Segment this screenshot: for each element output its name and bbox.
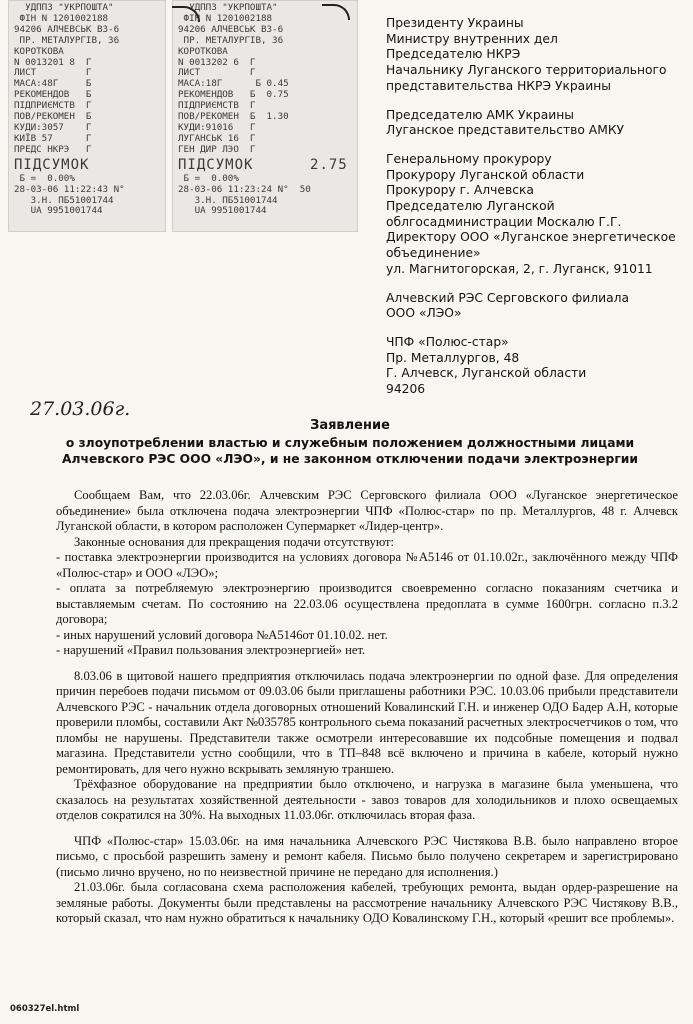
receipt-line: ЛУГАНСЬК 16 Г bbox=[178, 132, 256, 144]
receipt-line: ПОВ/РЕКОМЕН Б bbox=[14, 111, 92, 123]
receipt-line: УДППЗ "УКРПОШТА" bbox=[14, 2, 114, 13]
addressee-line: Алчевский РЭС Серговского филиала bbox=[386, 290, 630, 305]
addressee-group bbox=[386, 108, 686, 139]
list-item: - нарушений «Правил пользования электроэнергией» нет. bbox=[56, 643, 366, 657]
paragraph: Трёхфазное оборудование на предприятии было отключено, и нагрузка в магазине была уменьшена, что сказалось на результатах хозяйственной деятельности - завоз товаров для холодильников и плохо освещаемых отделов сократился на 30%. На выходных 11.03.06г. отключилась вторая фаза. bbox=[56, 777, 678, 822]
receipt-line: UA 9951001744 bbox=[14, 205, 103, 217]
receipt-line: ПРЕДС НКРЭ Г bbox=[14, 143, 92, 155]
receipt-total-label: ПІДСУМОК bbox=[14, 156, 90, 173]
addressee-line: Президенту Украины bbox=[386, 16, 524, 30]
title-line: Алчевского РЭС ООО «ЛЭО», и не законном отключении подачи электроэнергии bbox=[62, 452, 638, 466]
receipt-line: ПОВ/РЕКОМЕН Б 1.30 bbox=[178, 111, 289, 123]
addressee-group bbox=[386, 291, 686, 322]
receipt-line: N 0013201 8 Г bbox=[14, 56, 92, 68]
addressee-line: Председателю АМК Украины bbox=[386, 107, 574, 122]
receipt-line: КИЇВ 57 Г bbox=[14, 132, 92, 144]
addressee-line: Прокурору г. Алчевска bbox=[386, 183, 534, 198]
receipt-total-label: ПІДСУМОК bbox=[178, 156, 254, 173]
addressee-block bbox=[386, 16, 686, 411]
receipt-line: З.Н. ПБ51001744 bbox=[178, 194, 278, 206]
receipt-line: 28-03-06 11:22:43 N° bbox=[14, 183, 125, 195]
addressee-line: Луганское представительство АМКУ bbox=[386, 123, 625, 138]
title-main: Заявление bbox=[310, 418, 390, 433]
document-body bbox=[56, 488, 678, 927]
receipt-line: 94206 АЛЧЕВСЬК ВЗ-6 bbox=[14, 23, 120, 35]
receipt-line: КУДИ:91016 Г bbox=[178, 121, 256, 133]
addressee-line: представительства НКРЭ Украины bbox=[386, 78, 611, 93]
list-item: - оплата за потребляемую электроэнергию производится своевременно согласно показаниям счетчика и выставляемым счетам. По состоянию на 22.03.06 осуществлена предоплата в сумме 1600грн. согласно п.3.2 договора; bbox=[56, 581, 678, 626]
addressee-group bbox=[386, 152, 686, 278]
receipt-line: 94206 АЛЧЕВСЬК ВЗ-6 bbox=[178, 23, 284, 35]
sender-line: 94206 bbox=[386, 382, 426, 397]
addressee-line: Генеральному прокурору bbox=[386, 151, 552, 166]
receipt-line: ПІДПРИЄМСТВ Г bbox=[14, 100, 92, 112]
paragraph: ЧПФ «Полюс-стар» 15.03.06г. на имя начальника Алчевского РЭС Чистякова В.В. было направлено второе письмо, с просьбой разрешить замену и ремонт кабеля. Письмо было получено секретарем и зарегистрировано (письмо лично вручено, но по неизвестной причине не передано для исполнения.) bbox=[56, 833, 678, 879]
receipt-line: Б = 0.00% bbox=[178, 172, 239, 184]
sender-line: Пр. Металлургов, 48 bbox=[386, 350, 520, 365]
receipt-line: МАСА:18Г Б 0.45 bbox=[178, 78, 289, 90]
addressee-line: Начальнику Луганского территориального bbox=[386, 63, 667, 78]
addressee-line: Директору ООО «Луганское энергетическое bbox=[386, 230, 676, 245]
receipt-line: ЛИСТ Г bbox=[178, 67, 256, 79]
addressee-line: Председателю Луганской bbox=[386, 199, 555, 214]
paragraph: Сообщаем Вам, что 22.03.06г. Алчевским РЭС Серговского филиала ООО «Луганское энергетическое объединение» была отключена подача электроэнергии ЧПФ «Полюс-стар» по пр. Металлургов, 48 г. Алчевск Луганской области, в котором расположен Супермаркет «Лидер-центр». bbox=[56, 488, 678, 533]
sender-line: ЧПФ «Полюс-стар» bbox=[386, 334, 509, 349]
receipt-line: ФІН N 1201002188 bbox=[178, 12, 273, 24]
addressee-line: объединение» bbox=[386, 246, 481, 261]
receipt-line: КУДИ:3057 Г bbox=[14, 121, 92, 133]
addressee-line: Председателю НКРЭ bbox=[386, 47, 521, 62]
receipt-line: МАСА:48Г Б bbox=[14, 78, 92, 90]
receipt-line: РЕКОМЕНДОВ Б bbox=[14, 89, 92, 101]
postal-receipt-1 bbox=[8, 0, 166, 232]
receipt-line: UA 9951001744 bbox=[178, 205, 267, 217]
sender-group bbox=[386, 335, 686, 398]
addressee-group bbox=[386, 16, 686, 95]
sender-line: Г. Алчевск, Луганской области bbox=[386, 366, 587, 381]
handwritten-date: 27.03.06г. bbox=[30, 398, 131, 420]
receipt-line: ГЕН ДИР ЛЭО Г bbox=[178, 143, 256, 155]
receipt-line: КОРОТКОВА bbox=[14, 45, 64, 57]
list-item: - поставка электроэнергии производится на условиях договора №А5146 от 01.10.02г., заключённого между ЧПФ «Полюс-стар» и ООО «ЛЭО»; bbox=[56, 550, 678, 580]
addressee-line: Министру внутренних дел bbox=[386, 31, 558, 46]
addressee-line: ул. Магнитогорская, 2, г. Луганск, 91011 bbox=[386, 261, 653, 276]
addressee-line: Прокурору Луганской области bbox=[386, 167, 585, 182]
receipt-total-value: 2.75 bbox=[310, 156, 348, 173]
receipt-total-row bbox=[178, 156, 352, 174]
receipt-line: ЛИСТ Г bbox=[14, 67, 92, 79]
receipt-line: З.Н. ПБ51001744 bbox=[14, 194, 114, 206]
receipt-line: КОРОТКОВА bbox=[178, 45, 228, 57]
receipt-line: Б = 0.00% bbox=[14, 172, 75, 184]
receipt-line: ПР. МЕТАЛУРГІВ, 36 bbox=[14, 34, 120, 46]
paragraph: 21.03.06г. была согласована схема расположения кабелей, требующих ремонта, выдан ордер-разрешение на земляные работы. Документы были представлены на рассмотрение начальнику Алчевского РЭС Чистякову В.В., который сказал, что нам нужно обратиться к начальнику ОДО Ковалинскому Г.Н., который «решит все проблемы». bbox=[56, 880, 678, 925]
paragraph: 8.03.06 в щитовой нашего предприятия отключилась подача электроэнергии по одной фазе. Для определения причин перебоев подачи письмом от 09.03.06 были приглашены работники РЭС. 10.03.06 прибыли представители Алчевского РЭС - начальник отдела договорных отношений Ковалинский Г.Н. и инженер ОДО Бадер А.Н, которые проверили пломбы, составили Акт №035785 контрольного сьема показаний расчетных электросчетчиков о том, что пломбы не нарушены. Представители также осмотрели интересовавшие их подсобные помещения и подвал магазина. Представители устно сообщили, что в ТП–848 всё включено и причина в кабеле, который нужно ремонтировать, для чего нужно вскрывать земляную траншею. bbox=[56, 668, 678, 776]
list-item: - иных нарушений условий договора №А5146от 01.10.02. нет. bbox=[56, 627, 388, 642]
receipt-line: 28-03-06 11:23:24 N° 50 bbox=[178, 183, 311, 195]
file-name-footer: 060327el.html bbox=[10, 1004, 80, 1014]
receipt-line: ПІДПРИЄМСТВ Г bbox=[178, 100, 256, 112]
postal-receipt-2 bbox=[172, 0, 358, 232]
receipt-line: ФІН N 1201002188 bbox=[14, 12, 109, 24]
receipt-line: N 0013202 6 Г bbox=[178, 56, 256, 68]
receipt-line: ПР. МЕТАЛУРГІВ, 36 bbox=[178, 34, 284, 46]
document-title bbox=[20, 418, 680, 468]
paragraph: Законные основания для прекращения подачи отсутствуют: bbox=[74, 534, 395, 549]
receipt-line: УДППЗ "УКРПОШТА" bbox=[178, 2, 278, 13]
addressee-line: ООО «ЛЭО» bbox=[386, 306, 462, 321]
addressee-line: облгосадминистрации Москалю Г.Г. bbox=[386, 214, 622, 229]
title-line: о злоупотреблении властью и служебным положением должностными лицами bbox=[65, 435, 635, 450]
receipt-line: РЕКОМЕНДОВ Б 0.75 bbox=[178, 89, 289, 101]
